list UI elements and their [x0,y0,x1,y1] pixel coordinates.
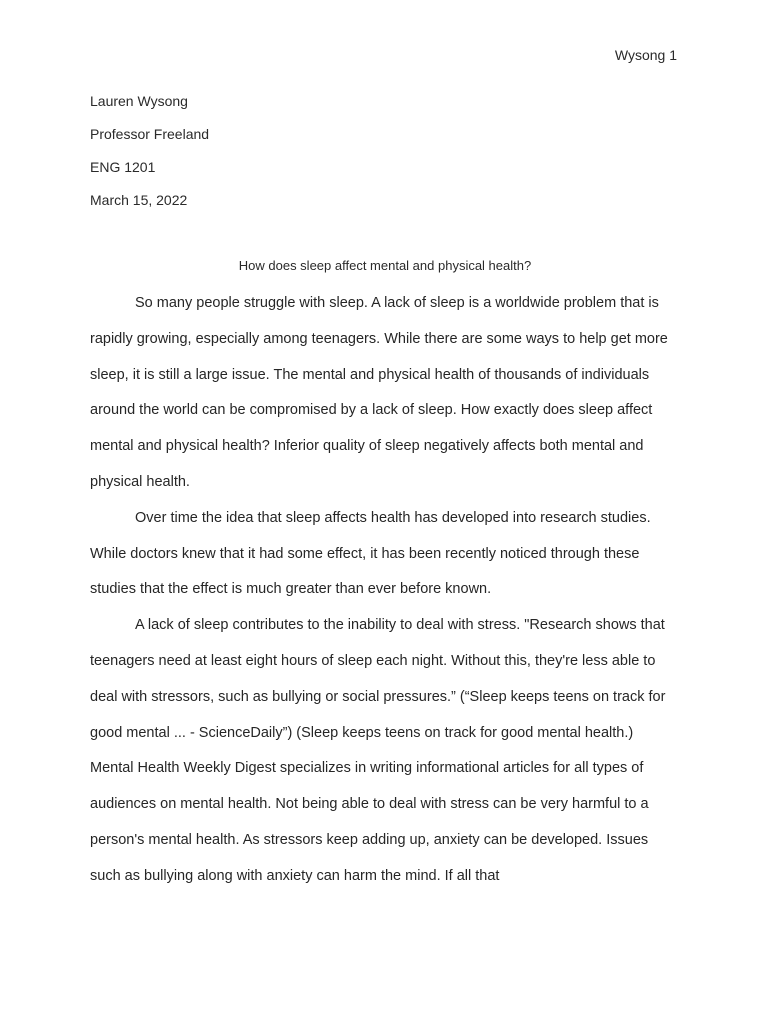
essay-date: March 15, 2022 [90,192,188,208]
instructor-name: Professor Freeland [90,126,210,142]
author-name: Lauren Wysong [90,93,188,109]
essay-title: How does sleep affect mental and physical health? [238,258,532,273]
essay-body [90,286,680,895]
running-head: Wysong 1 [614,47,677,63]
body-paragraph: A lack of sleep contributes to the inability to deal with stress. "Research shows that teenagers need at least eight hours of sleep each night. Without this, they're less able to deal with stressors, such as bullying or social pressures.” (“Sleep keeps teens on track for good mental ... - ScienceDaily”) (Sleep keeps teens on track for good mental health.) Mental Health Weekly Digest specializes in writing informational articles for all types of audiences on mental health. Not being able to deal with stress can be very harmful to a person's mental health. As stressors keep adding up, anxiety can be developed. Issues such as bullying along with anxiety can harm the mind. If all that [90,617,666,884]
body-paragraph: Over time the idea that sleep affects health has developed into research studies. While doctors knew that it had some effect, it has been recently noticed through these studies that the effect is much greater than ever before known. [90,509,651,598]
course-name: ENG 1201 [90,159,156,175]
body-paragraph: So many people struggle with sleep. A lack of sleep is a worldwide problem that is rapidly growing, especially among teenagers. While there are some ways to help get more sleep, it is still a large issue. The mental and physical health of thousands of individuals around the world can be compromised by a lack of sleep. How exactly does sleep affect mental and physical health? Inferior quality of sleep negatively affects both mental and physical health. [90,295,668,490]
mla-heading [90,92,680,224]
